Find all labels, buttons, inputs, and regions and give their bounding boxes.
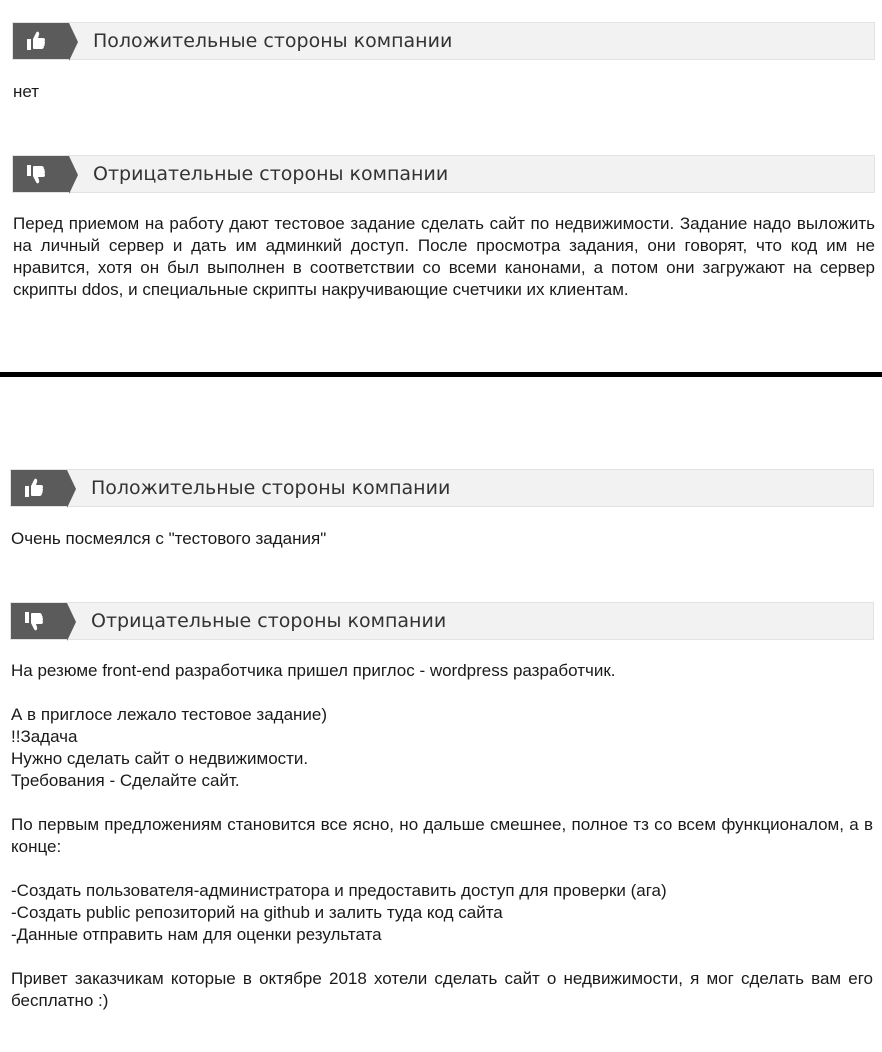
thumbs-up-icon (25, 30, 47, 52)
negative-text: Перед приемом на работу дают тестовое задание сделать сайт по недвижимости. Задание надо выложить на личный сервер и дать им админкий доступ. После просмотра задания, они говорят, что код им не нравится, хотя он был выполнен в соответствии со всеми канонами, а потом они загружают на сервер скрипты ddos, и специальные скрипты накручивающие счетчики их клиентам. (13, 214, 875, 299)
positive-section-title: Положительные стороны компании (93, 30, 453, 52)
positive-section-header (12, 22, 875, 60)
review-divider (0, 372, 882, 377)
text-line: !!Задача (11, 727, 78, 746)
text-line: Требования - Сделайте сайт. (11, 771, 240, 790)
negative-section-header (10, 602, 874, 640)
negative-section-header (12, 155, 875, 193)
line-gap (11, 682, 873, 704)
positive-section-title: Положительные стороны компании (91, 477, 451, 499)
negative-text-block (11, 660, 873, 1012)
line-gap (11, 858, 873, 880)
positive-text: Очень посмеялся с "тестового задания" (11, 529, 327, 548)
positive-section-header (10, 469, 874, 507)
line-gap (11, 946, 873, 968)
positive-icon-box (13, 23, 69, 59)
text-line: -Создать пользователя-администратора и предоставить доступ для проверки (ага) (11, 881, 667, 900)
text-paragraph: Привет заказчикам которые в октябре 2018 хотели сделать сайт о недвижимости, я мог сделать вам его бесплатно :) (11, 969, 873, 1010)
text-line: -Создать public репозиторий на github и залить туда код сайта (11, 903, 503, 922)
negative-section-title: Отрицательные стороны компании (93, 163, 449, 185)
text-paragraph: По первым предложениям становится все ясно, но дальше смешнее, полное тз со всем функционалом, а в конце: (11, 815, 873, 856)
text-line: Нужно сделать сайт о недвижимости. (11, 749, 309, 768)
positive-icon-box (11, 470, 67, 506)
line-gap (11, 792, 873, 814)
thumbs-down-icon (23, 610, 45, 632)
positive-text: нет (13, 82, 40, 101)
negative-icon-box (11, 603, 67, 639)
text-line: -Данные отправить нам для оценки результата (11, 925, 382, 944)
thumbs-up-icon (23, 477, 45, 499)
text-line: А в приглосе лежало тестовое задание) (11, 705, 328, 724)
thumbs-down-icon (25, 163, 47, 185)
text-line: На резюме front-end разработчика пришел приглос - wordpress разработчик. (11, 661, 616, 680)
negative-section-title: Отрицательные стороны компании (91, 610, 447, 632)
negative-icon-box (13, 156, 69, 192)
